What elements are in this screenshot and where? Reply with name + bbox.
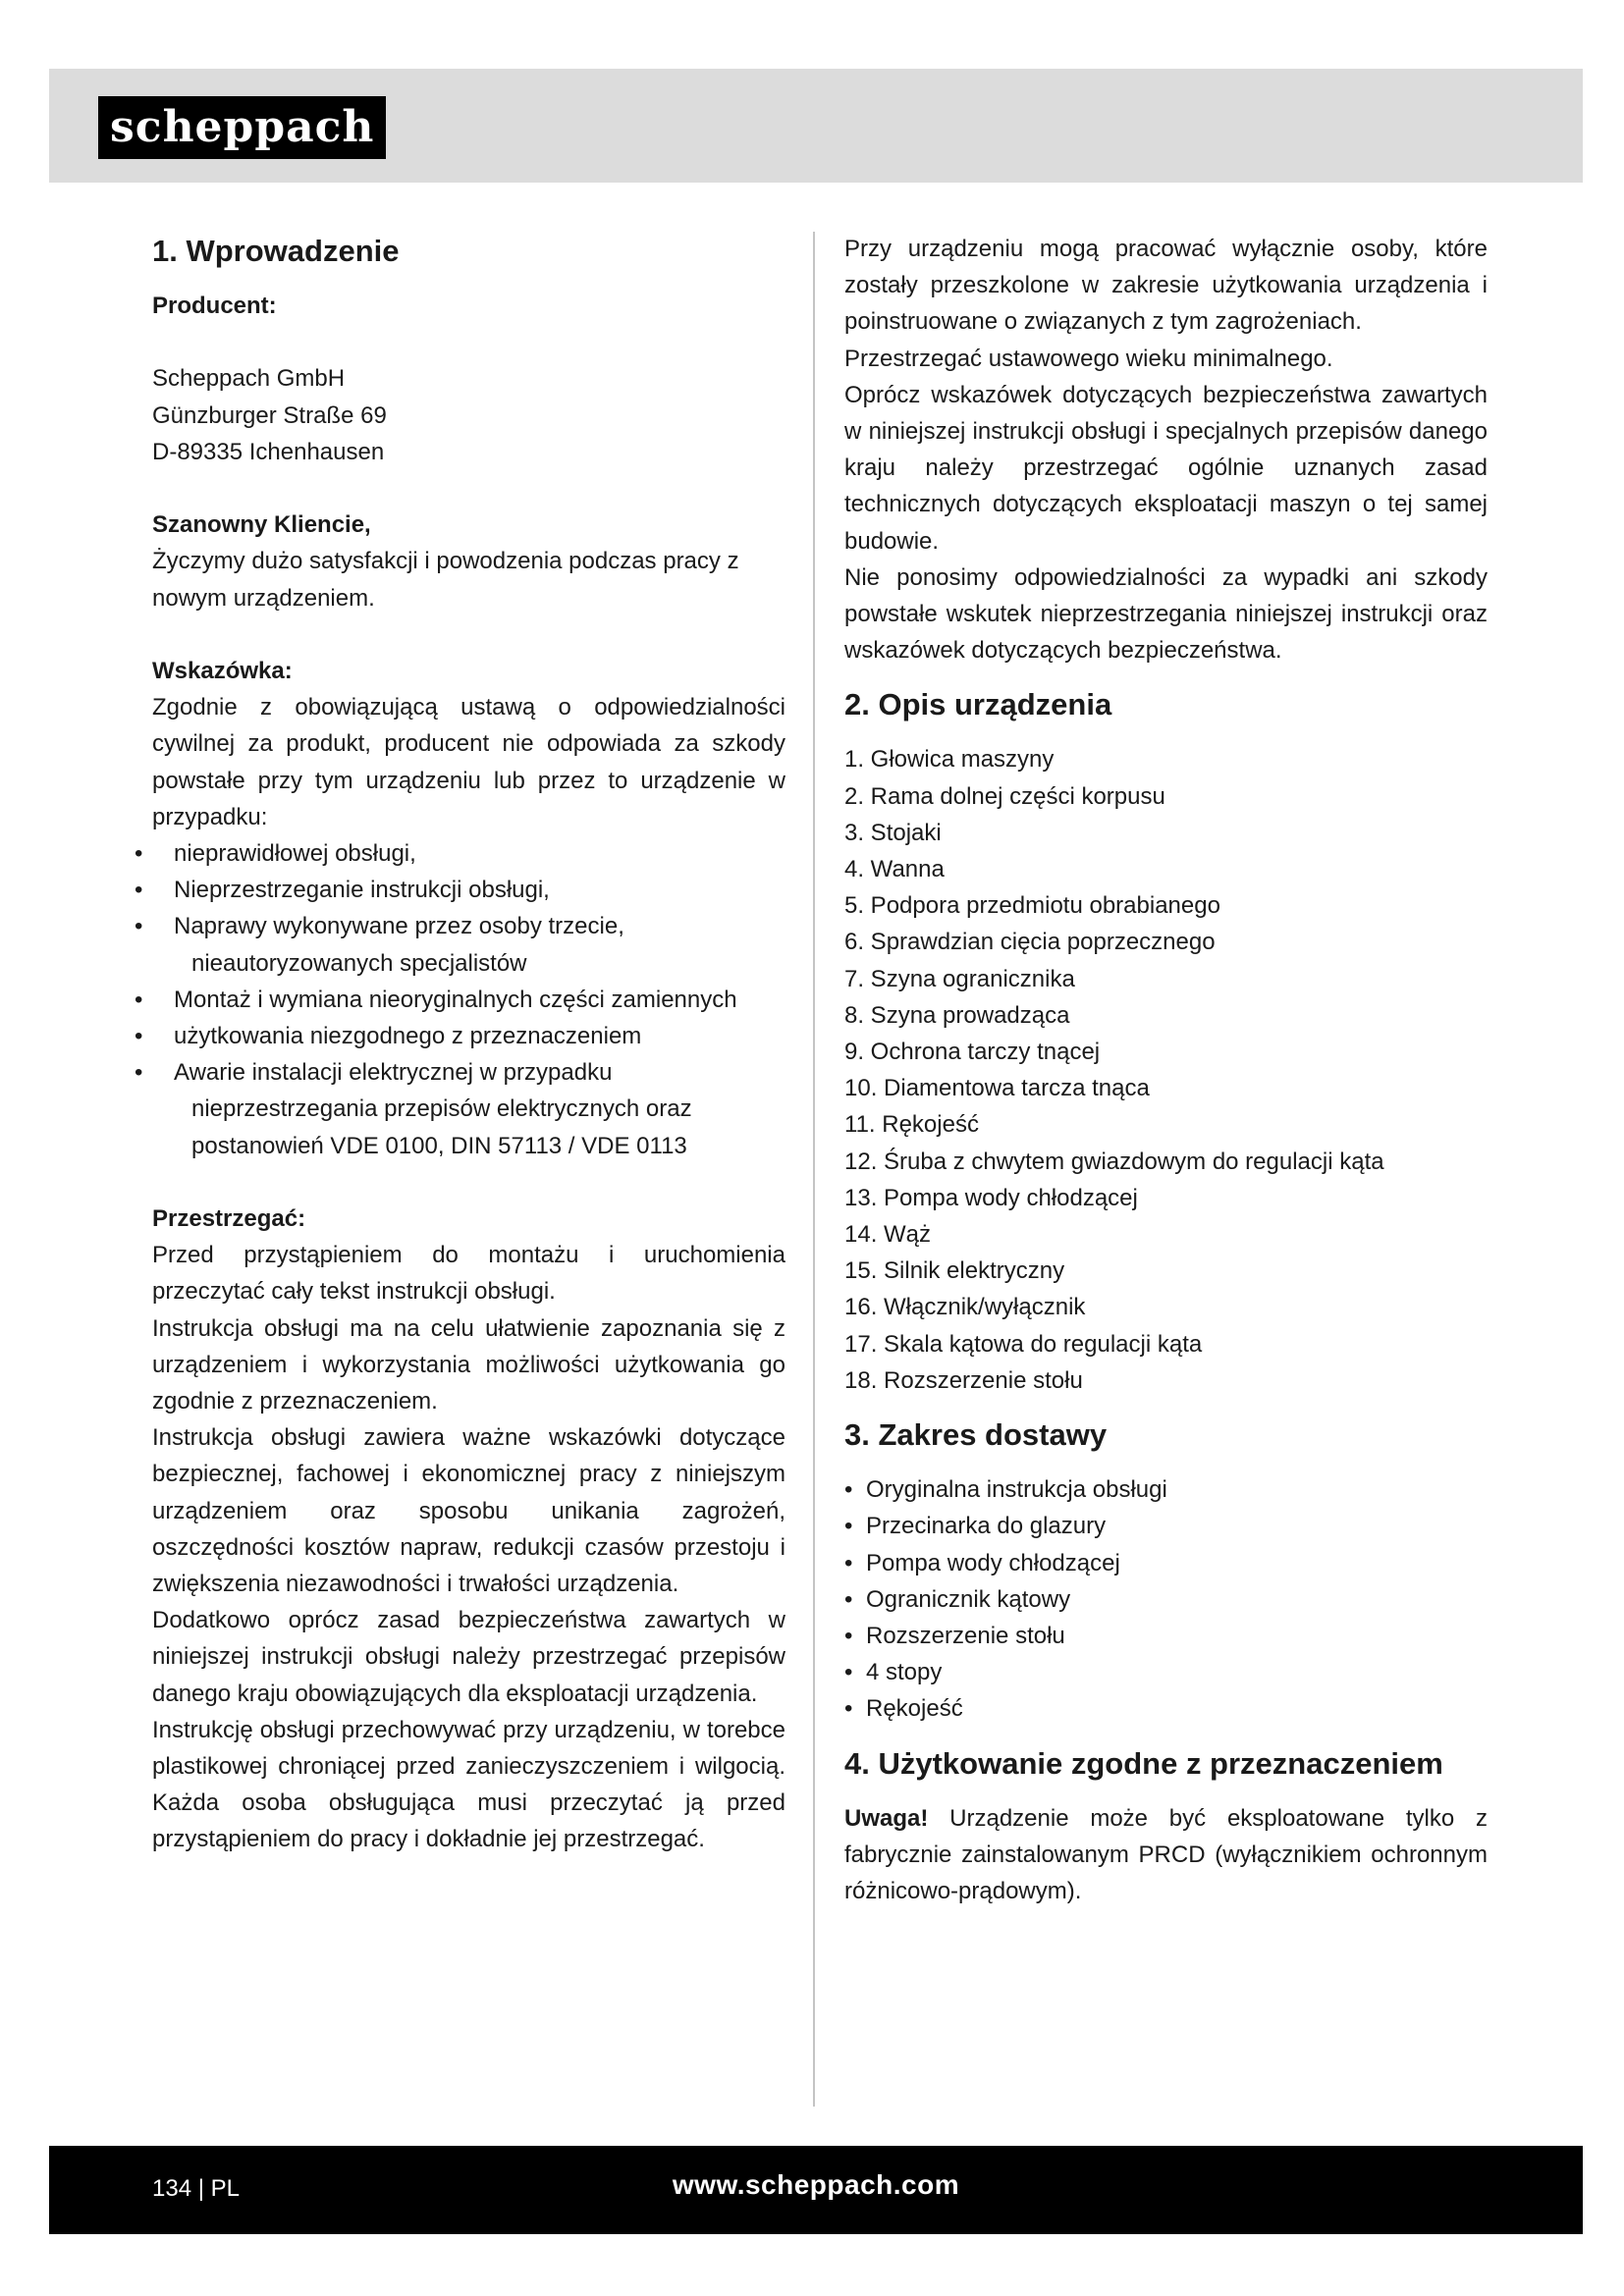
right-column	[844, 231, 1488, 1909]
list-item: • Ogranicznik kątowy	[844, 1581, 1488, 1618]
observe-paragraph: Instrukcja obsługi zawiera ważne wskazówki dotyczące bezpiecznej, fachowej i ekonomicznej pracy z niniejszym urządzeniem oraz sposobu unikania zagrożeń, oszczędności kosztów napraw, redukcji czasów przestoju i zwiększenia niezawodności i trwałości urządzenia.	[152, 1424, 785, 1598]
header-bar	[49, 69, 1583, 183]
intro-paragraph: Nie ponosimy odpowiedzialności za wypadki ani szkody powstałe wskutek nieprzestrzegania niniejszej instrukcji oraz wskazówek dotyczących bezpieczeństwa.	[844, 563, 1488, 665]
section-4-title-text: 4. Użytkowanie zgodne z przeznaczeniem	[844, 1745, 1443, 1781]
greeting-text: Życzymy dużo satysfakcji i powodzenia podczas pracy z nowym urządzeniem.	[152, 548, 739, 612]
list-item: • nieprawidłowej obsługi,	[152, 835, 785, 872]
observe-paragraph: Przed przystąpieniem do montażu i uruchomienia przeczytać cały tekst instrukcji obsługi.	[152, 1242, 785, 1306]
column-divider	[813, 232, 815, 2107]
list-item: • 4 stopy	[844, 1654, 1488, 1690]
page-number: 134 | PL	[152, 2175, 240, 2202]
producer-address	[152, 360, 785, 470]
scheppach-logo: scheppach	[98, 96, 386, 159]
list-item: 7. Szyna ogranicznika	[844, 965, 1075, 992]
section-1-title: 1. Wprowadzenie	[152, 234, 400, 268]
list-item: 9. Ochrona tarczy tnącej	[844, 1039, 1101, 1066]
section-4-title	[844, 1743, 1488, 1785]
list-item: 3. Stojaki	[844, 819, 942, 846]
list-item: 4. Wanna	[844, 856, 945, 883]
list-item: 11. Rękojeść	[844, 1111, 979, 1139]
list-item: 12. Śruba z chwytem gwiazdowym do regulacji kąta	[844, 1148, 1384, 1175]
list-item: 8. Szyna prowadząca	[844, 1001, 1070, 1029]
left-column	[152, 231, 785, 1858]
note-list	[152, 835, 785, 1164]
list-item: 1. Głowica maszyny	[844, 746, 1055, 774]
observe-label: Przestrzegać:	[152, 1205, 306, 1233]
parts-list	[844, 741, 1488, 1399]
list-item: • Nieprzestrzeganie instrukcji obsługi,	[152, 872, 785, 908]
address-line: D-89335 Ichenhausen	[152, 438, 385, 465]
list-item: 10. Diamentowa tarcza tnąca	[844, 1075, 1150, 1102]
note-label: Wskazówka:	[152, 657, 293, 684]
address-line: Scheppach GmbH	[152, 365, 346, 393]
website-link[interactable]: www.scheppach.com	[672, 2169, 960, 2200]
list-item: 2. Rama dolnej części korpusu	[844, 782, 1165, 810]
list-item: 14. Wąż	[844, 1221, 932, 1249]
observe-paragraph: Instrukcję obsługi przechowywać przy urządzeniu, w torebce plastikowej chroniącej przed zanieczyszczeniem i wilgocią. Każda osoba obsługująca musi przeczytać ją przed przystąpieniem do pracy i dokładnie jej przestrzegać.	[152, 1716, 785, 1853]
list-item: • Rękojeść	[844, 1690, 1488, 1727]
list-item: • Pompa wody chłodzącej	[844, 1545, 1488, 1581]
intro-paragraph: Przy urządzeniu mogą pracować wyłącznie osoby, które zostały przeszkolone w zakresie użytkowania urządzenia i poinstruowane o związanych z tym zagrożeniach.	[844, 236, 1488, 336]
intro-paragraph: Oprócz wskazówek dotyczących bezpieczeństwa zawartych w niniejszej instrukcji obsługi i specjalnych przepisów danego kraju należy przestrzegać ogólnie uznanych zasad technicznych dotyczących eksploatacji maszyn o tej samej budowie.	[844, 381, 1488, 555]
footer-bar	[49, 2146, 1583, 2234]
address-line: Günzburger Straße 69	[152, 401, 387, 429]
list-item: • Awarie instalacji elektrycznej w przypadku nieprzestrzegania przepisów elektrycznych oraz postanowień VDE 0100, DIN 57113 / VDE 0113	[152, 1054, 785, 1164]
list-item: 6. Sprawdzian cięcia poprzecznego	[844, 929, 1216, 956]
observe-paragraph: Instrukcja obsługi ma na celu ułatwienie zapoznania się z urządzeniem i wykorzystania możliwości użytkowania go zgodnie z przeznaczeniem.	[152, 1314, 785, 1415]
list-item: • Montaż i wymiana nieoryginalnych części zamiennych	[152, 982, 785, 1018]
list-item: • Oryginalna instrukcja obsługi	[844, 1471, 1488, 1508]
greeting-label: Szanowny Kliencie,	[152, 511, 371, 539]
section-2-title: 2. Opis urządzenia	[844, 687, 1112, 722]
warning-text: Urządzenie może być eksploatowane tylko z fabrycznie zainstalowanym PRCD (wyłącznikiem ochronnym różnicowo-prądowym).	[844, 1804, 1488, 1904]
section-3-title: 3. Zakres dostawy	[844, 1417, 1108, 1453]
intro-paragraph: Przestrzegać ustawowego wieku minimalnego.	[844, 345, 1333, 372]
delivery-list	[844, 1471, 1488, 1727]
note-text: Zgodnie z obowiązującą ustawą o odpowiedzialności cywilnej za produkt, producent nie odpowiada za szkody powstałe przy tym urządzeniu lub przez to urządzenie w przypadku:	[152, 694, 785, 830]
list-item: 17. Skala kątowa do regulacji kąta	[844, 1330, 1203, 1358]
observe-paragraph: Dodatkowo oprócz zasad bezpieczeństwa zawartych w niniejszej instrukcji obsługi należy przestrzegać przepisów danego kraju obowiązujących dla eksploatacji urządzenia.	[152, 1607, 785, 1707]
list-item: 5. Podpora przedmiotu obrabianego	[844, 892, 1220, 920]
list-item: 15. Silnik elektryczny	[844, 1257, 1065, 1285]
list-item: • użytkowania niezgodnego z przeznaczeniem	[152, 1018, 785, 1054]
list-item: • Rozszerzenie stołu	[844, 1618, 1488, 1654]
list-item: • Naprawy wykonywane przez osoby trzecie, nieautoryzowanych specjalistów	[152, 908, 785, 981]
producer-label: Producent:	[152, 293, 277, 319]
list-item: 16. Włącznik/wyłącznik	[844, 1294, 1086, 1321]
warning-label: Uwaga!	[844, 1804, 929, 1832]
list-item: 13. Pompa wody chłodzącej	[844, 1184, 1138, 1211]
list-item: 18. Rozszerzenie stołu	[844, 1366, 1083, 1394]
list-item: • Przecinarka do glazury	[844, 1508, 1488, 1544]
warning-paragraph	[844, 1800, 1488, 1910]
